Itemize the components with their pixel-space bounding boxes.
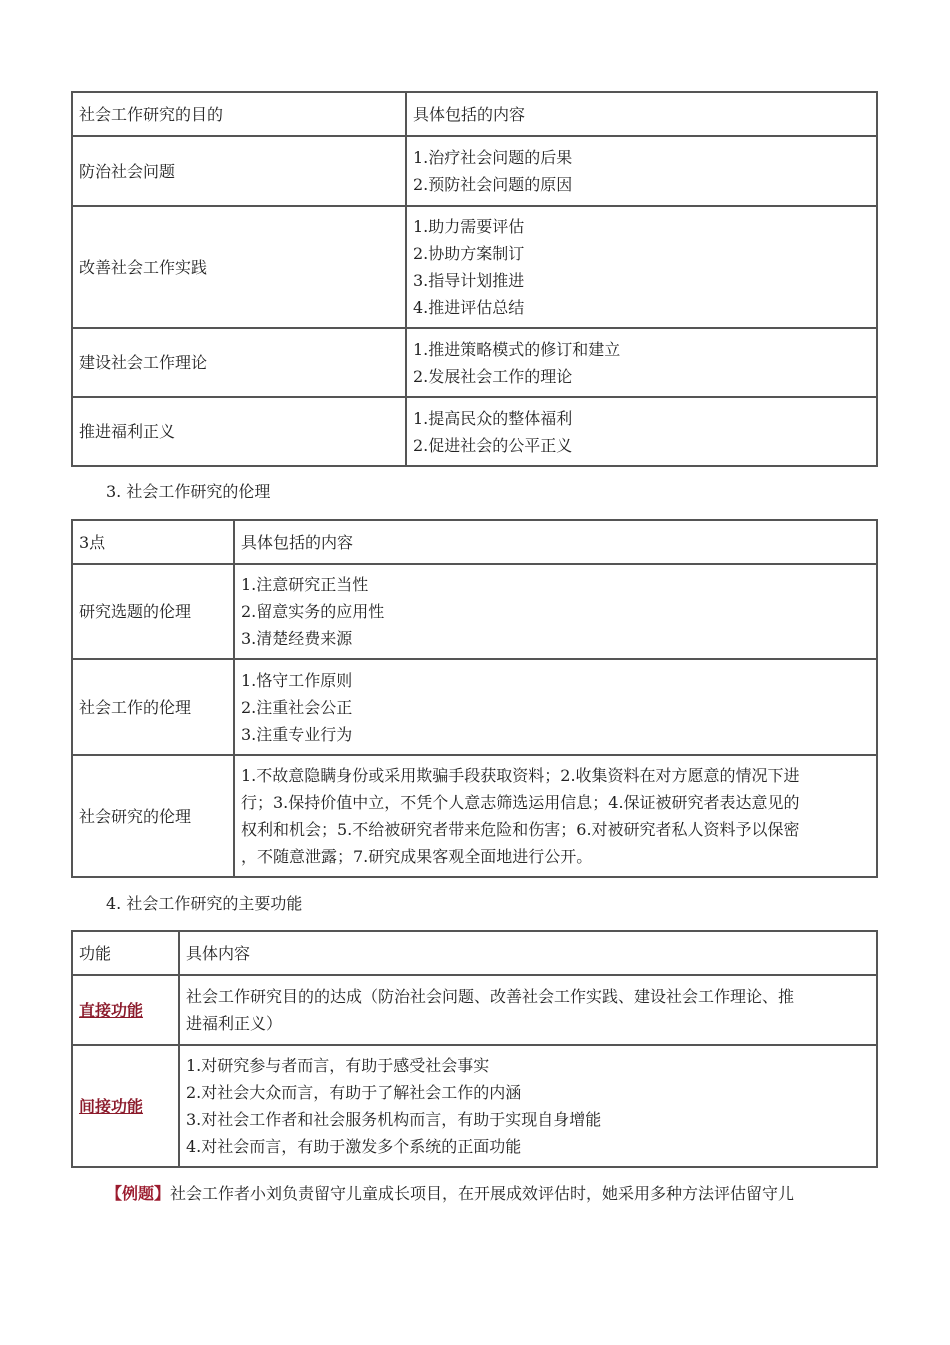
header-cell-function: 功能 <box>72 931 179 975</box>
header-cell-points: 3点 <box>72 520 234 564</box>
list-item: 3.指导计划推进 <box>413 271 525 290</box>
list-item: 2.促进社会的公平正义 <box>413 435 573 455</box>
functions-table <box>71 930 878 1168</box>
list-item: 2.协助方案制订 <box>413 244 525 263</box>
table-row <box>72 564 877 659</box>
example-text: 社会工作者小刘负责留守儿童成长项目，在开展成效评估时，她采用多种方法评估留守儿 <box>170 1184 795 1203</box>
list-item: 3.注重专业行为 <box>241 724 353 744</box>
header-cell-content: 具体内容 <box>179 931 877 975</box>
list-item: 1.推进策略模式的修订和建立 <box>413 339 621 359</box>
row-content <box>406 328 877 397</box>
table-row <box>72 206 877 328</box>
row-content <box>179 1045 877 1167</box>
example-paragraph <box>106 1181 886 1207</box>
row-label: 社会工作的伦理 <box>72 659 234 755</box>
row-content <box>234 755 877 877</box>
section-heading-ethics: 3. 社会工作研究的伦理 <box>106 482 271 501</box>
purpose-table <box>71 91 878 467</box>
row-content <box>406 397 877 466</box>
table-header-row <box>72 92 877 136</box>
list-item: 2.注重社会公正 <box>241 697 353 717</box>
paragraph-line: 社会工作研究目的的达成（防治社会问题、改善社会工作实践、建设社会工作理论、推 <box>186 987 795 1006</box>
row-label: 推进福利正义 <box>72 397 406 466</box>
paragraph-line: ，不随意泄露；7.研究成果客观全面地进行公开。 <box>241 847 593 866</box>
table-row <box>72 659 877 755</box>
section-heading-functions: 4. 社会工作研究的主要功能 <box>106 894 303 913</box>
table-row <box>72 397 877 466</box>
list-item: 2.对社会大众而言，有助于了解社会工作的内涵 <box>186 1083 522 1102</box>
row-label: 改善社会工作实践 <box>72 206 406 328</box>
row-label: 社会研究的伦理 <box>72 755 234 877</box>
row-label: 防治社会问题 <box>72 136 406 206</box>
list-item: 1.助力需要评估 <box>413 217 525 236</box>
list-item: 3.对社会工作者和社会服务机构而言，有助于实现自身增能 <box>186 1110 602 1129</box>
list-item: 4.对社会而言，有助于激发多个系统的正面功能 <box>186 1137 522 1156</box>
list-item: 1.注意研究正当性 <box>241 575 369 594</box>
row-content <box>234 659 877 755</box>
row-content <box>406 206 877 328</box>
row-label: 研究选题的伦理 <box>72 564 234 659</box>
paragraph-line: 进福利正义） <box>186 1014 283 1033</box>
ethics-table <box>71 519 878 878</box>
table-row <box>72 975 877 1045</box>
row-content <box>179 975 877 1045</box>
list-item: 3.清楚经费来源 <box>241 629 353 648</box>
paragraph-line: 行；3.保持价值中立，不凭个人意志筛选运用信息；4.保证被研究者表达意见的 <box>241 793 800 812</box>
list-item: 2.预防社会问题的原因 <box>413 175 573 194</box>
list-item: 1.对研究参与者而言，有助于感受社会事实 <box>186 1056 490 1075</box>
direct-function-link[interactable]: 直接功能 <box>79 1000 144 1020</box>
row-label-direct <box>72 975 179 1045</box>
header-cell-purpose: 社会工作研究的目的 <box>72 92 406 136</box>
table-row <box>72 136 877 206</box>
list-item: 1.恪守工作原则 <box>241 670 353 690</box>
row-content <box>234 564 877 659</box>
list-item: 2.发展社会工作的理论 <box>413 366 573 386</box>
list-item: 1.治疗社会问题的后果 <box>413 148 573 167</box>
row-label-indirect <box>72 1045 179 1167</box>
example-tag: 【例题】 <box>106 1184 171 1203</box>
list-item: 2.留意实务的应用性 <box>241 602 385 621</box>
list-item: 4.推进评估总结 <box>413 298 525 317</box>
paragraph-line: 权利和机会；5.不给被研究者带来危险和伤害；6.对被研究者私人资料予以保密 <box>241 820 800 839</box>
row-label: 建设社会工作理论 <box>72 328 406 397</box>
table-header-row <box>72 931 877 975</box>
table-row <box>72 1045 877 1167</box>
indirect-function-link[interactable]: 间接功能 <box>79 1096 144 1116</box>
table-header-row <box>72 520 877 564</box>
paragraph-line: 1.不故意隐瞒身份或采用欺骗手段获取资料；2.收集资料在对方愿意的情况下进 <box>241 766 800 785</box>
list-item: 1.提高民众的整体福利 <box>413 408 573 428</box>
header-cell-content: 具体包括的内容 <box>406 92 877 136</box>
header-cell-content: 具体包括的内容 <box>234 520 877 564</box>
table-row <box>72 755 877 877</box>
row-content <box>406 136 877 206</box>
table-row <box>72 328 877 397</box>
